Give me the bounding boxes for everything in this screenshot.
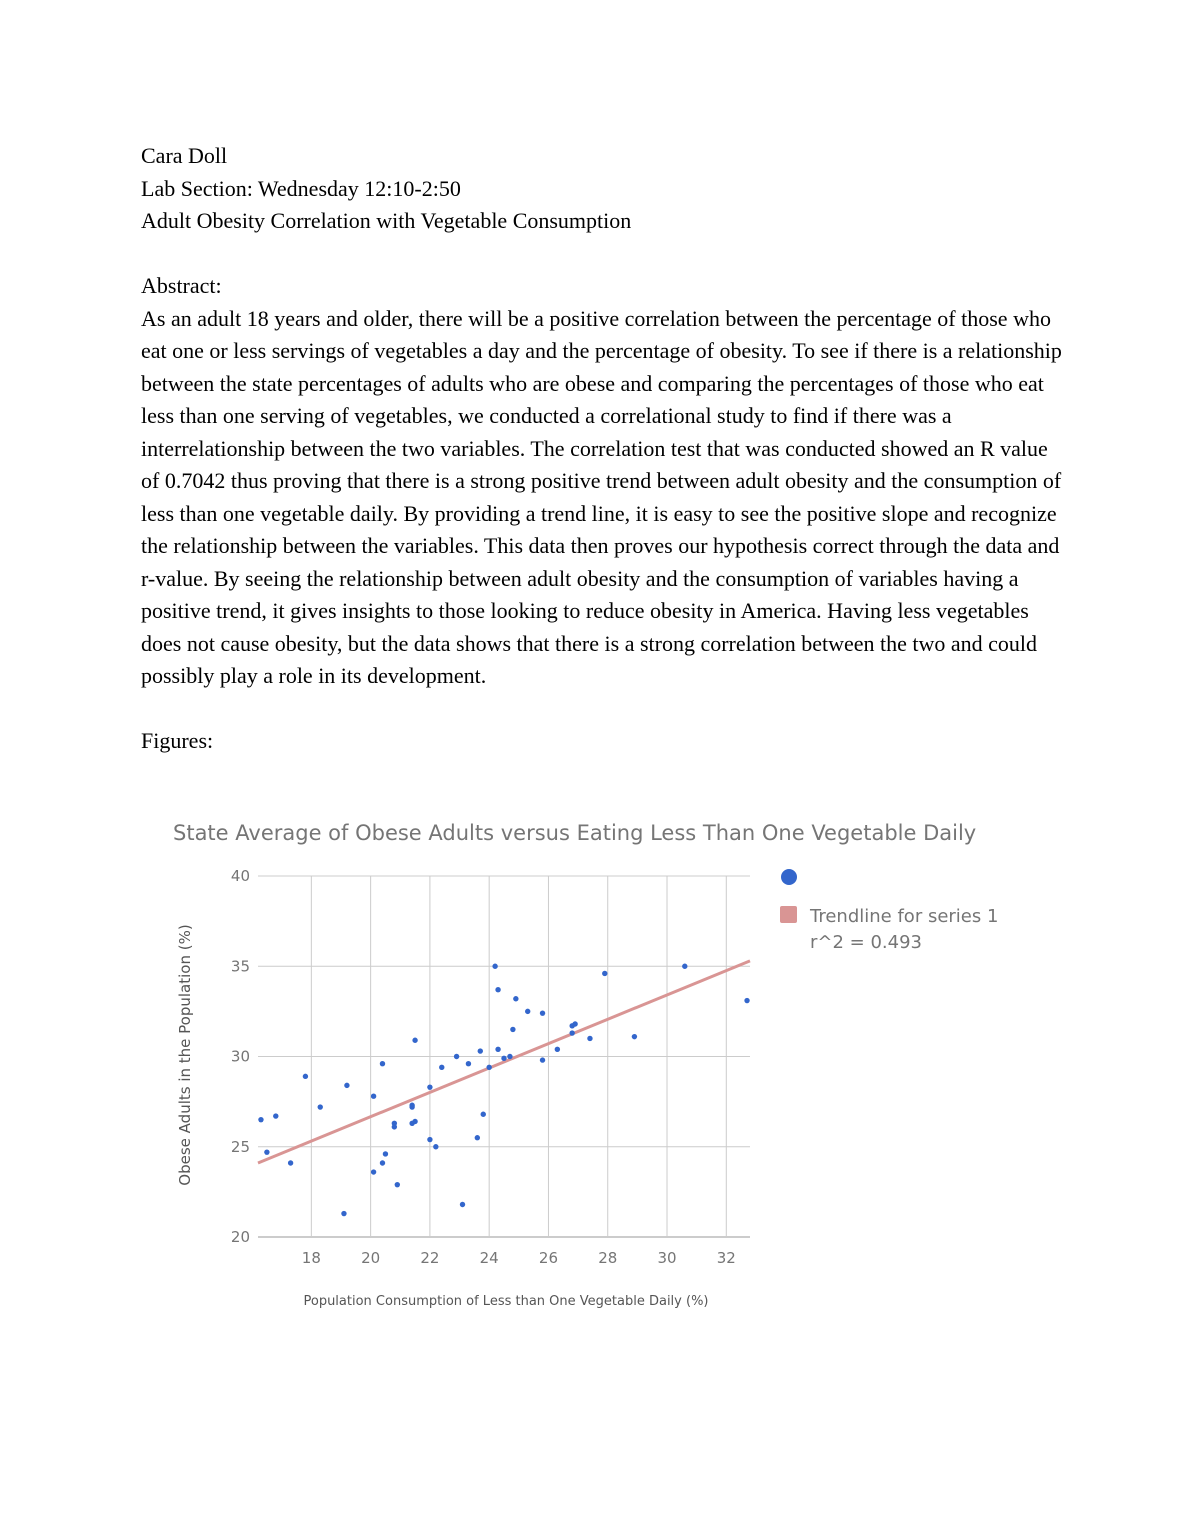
- data-point: [466, 1061, 471, 1066]
- x-tick-label: 22: [420, 1249, 440, 1267]
- data-point: [501, 1056, 506, 1061]
- data-point: [303, 1074, 308, 1079]
- trendline: [258, 961, 750, 1163]
- data-point: [744, 998, 749, 1003]
- data-point: [587, 1036, 592, 1041]
- chart-legend: [780, 869, 998, 953]
- figures-heading: Figures:: [141, 728, 214, 753]
- data-point: [412, 1038, 417, 1043]
- data-point: [478, 1048, 483, 1053]
- data-point: [507, 1054, 512, 1059]
- data-point: [258, 1117, 263, 1122]
- data-point: [682, 964, 687, 969]
- data-point: [344, 1083, 349, 1088]
- x-tick-label: 20: [361, 1249, 381, 1267]
- data-point: [395, 1182, 400, 1187]
- data-point: [427, 1084, 432, 1089]
- axis-ticks: [231, 867, 736, 1267]
- x-tick-label: 28: [598, 1249, 618, 1267]
- data-point: [495, 987, 500, 992]
- abstract-heading: Abstract:: [141, 273, 222, 298]
- data-point: [433, 1144, 438, 1149]
- data-point: [492, 964, 497, 969]
- data-point: [540, 1057, 545, 1062]
- data-point: [427, 1137, 432, 1142]
- paper-title: Adult Obesity Correlation with Vegetable Consumption: [141, 208, 632, 233]
- data-point: [380, 1061, 385, 1066]
- author-name: Cara Doll: [141, 143, 228, 168]
- trendline-layer: [258, 961, 750, 1163]
- chart-title: State Average of Obese Adults versus Eating Less Than One Vegetable Daily: [173, 821, 977, 845]
- data-point: [264, 1149, 269, 1154]
- data-point: [602, 971, 607, 976]
- y-tick-label: 30: [230, 1047, 250, 1066]
- data-point: [371, 1169, 376, 1174]
- data-point: [555, 1047, 560, 1052]
- data-point: [513, 996, 518, 1001]
- data-point: [510, 1027, 515, 1032]
- y-tick-label: 40: [230, 867, 250, 885]
- data-point: [439, 1065, 444, 1070]
- x-tick-label: 18: [301, 1249, 321, 1267]
- lab-section: Lab Section: Wednesday 12:10-2:50: [141, 175, 461, 201]
- legend-trendline-swatch: [780, 906, 797, 923]
- x-tick-label: 30: [657, 1249, 677, 1267]
- data-point: [412, 1119, 417, 1124]
- data-point: [273, 1113, 278, 1118]
- y-tick-label: 20: [230, 1228, 250, 1246]
- data-point: [383, 1151, 388, 1156]
- data-point: [341, 1211, 346, 1216]
- y-tick-label: 25: [230, 1137, 250, 1156]
- data-point: [486, 1065, 491, 1070]
- data-point: [454, 1054, 459, 1059]
- x-tick-label: 26: [538, 1249, 559, 1267]
- legend-r2-label: r^2 = 0.493: [810, 932, 922, 953]
- data-point: [525, 1009, 530, 1014]
- data-point: [380, 1160, 385, 1165]
- legend-trendline-label: Trendline for series 1: [810, 906, 999, 927]
- data-point: [392, 1124, 397, 1129]
- abstract-body: As an adult 18 years and older, there will be a positive correlation between the percentage of those who eat one or less servings of vegetables a day and the percentage of obesity. To see if there is a relationship between the state percentages of adults who are obese and comparing the percentages of those who eat less than one serving of vegetables, we conducted a correlational study to find if there was a interrelationship between the two variables. The correlation test that was conducted showed an R value of 0.7042 thus proving that there is a strong positive trend between adult obesity and the consumption of less than one vegetable daily. By providing a trend line, it is easy to see the positive slope and recognize the relationship between the variables. This data then proves our hypothesis correct through the data and r-value. By seeing the relationship between adult obesity and the consumption of variables having a positive trend, it gives insights to those looking to reduce obesity in America. Having less vegetables does not cause obesity, but the data shows that there is a strong correlation between the two and could possibly play a role in its development.: [141, 305, 1062, 688]
- data-point: [318, 1104, 323, 1109]
- data-point: [632, 1034, 637, 1039]
- data-point: [572, 1021, 577, 1026]
- x-tick-label: 32: [716, 1249, 736, 1267]
- data-point: [371, 1094, 376, 1099]
- legend-series-marker: [781, 869, 797, 885]
- data-point: [475, 1135, 480, 1140]
- y-axis-label: Obese Adults in the Population (%): [176, 924, 194, 1186]
- x-tick-label: 24: [479, 1249, 499, 1267]
- x-axis-label: Population Consumption of Less than One Vegetable Daily (%): [303, 1294, 709, 1309]
- data-point: [288, 1160, 293, 1165]
- data-point: [540, 1010, 545, 1015]
- data-point: [481, 1112, 486, 1117]
- data-point: [569, 1030, 574, 1035]
- data-points: [258, 964, 749, 1217]
- data-point: [495, 1047, 500, 1052]
- data-point: [409, 1104, 414, 1109]
- y-tick-label: 35: [230, 957, 250, 976]
- data-point: [460, 1202, 465, 1207]
